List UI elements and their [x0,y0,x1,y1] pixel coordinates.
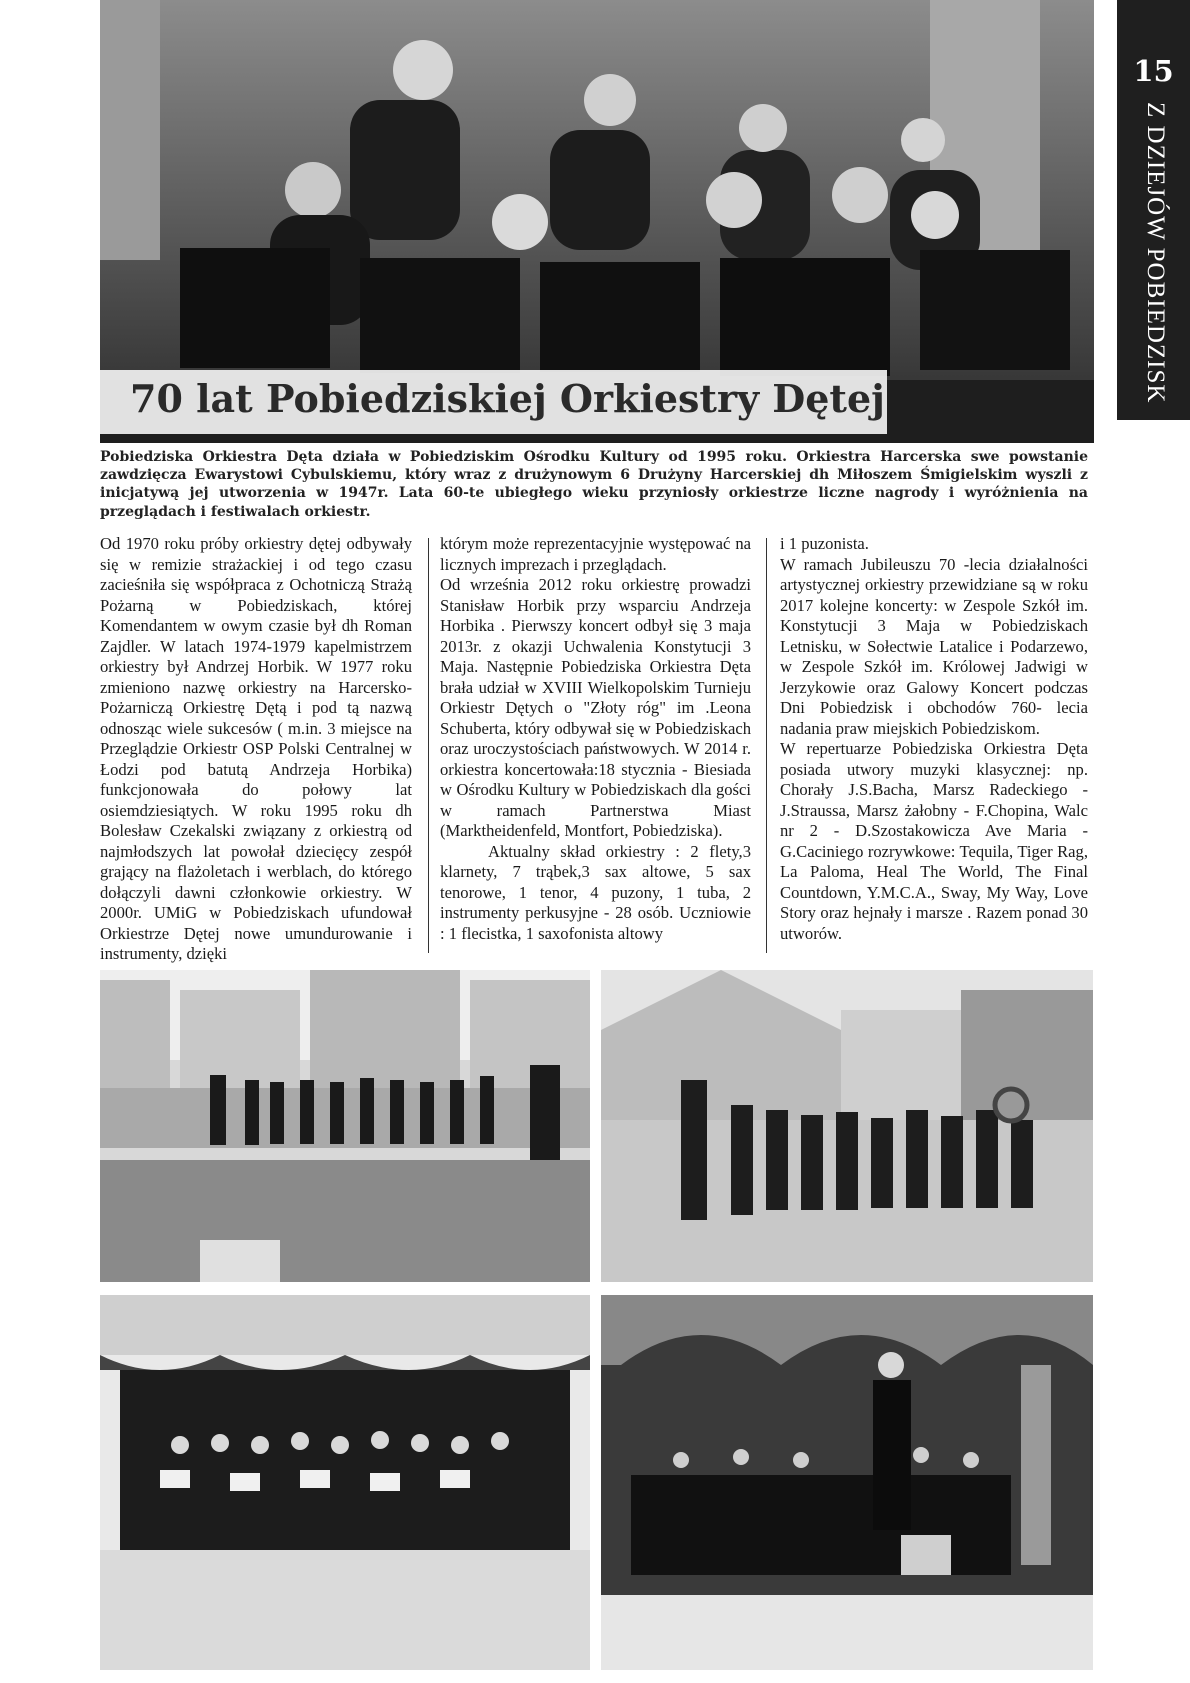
paragraph: i 1 puzonista. [780,534,869,553]
paragraph: W ramach Jubileuszu 70 -lecia działalności artystycznej orkiestry przewidziane są w roku 2017 kolejne koncerty: w Zespole Szkół im. Konstytucji 3 Maja w Pobiedziskach Letnisku, w Sołectwie Latalice i Podarzewo, w Zespole Szkół im. Królowej Jadwigi w Jerzykowie oraz Galowy Koncert podczas Dni Pobiedzisk i obchodów 760- lecia nadania praw miejskich Pobiedziskom. [780,554,1088,738]
page-number: 15 [1133,54,1174,88]
photo-concert-singer [601,1295,1093,1670]
paragraph: Od września 2012 roku orkiestrę prowadzi Stanisław Horbik przy wsparciu Andrzeja Horbika . Pierwszy koncert odbył się 3 maja 2013r. z okazji Uchwalenia Konstytucji 3 Maja. Następnie Pobiedziska Orkiestra Dęta brała udział w XVIII Wielkopolskim Turnieju Orkiestr Dętych o "Złoty róg" im .Leona Schuberta, który odbywał się w Pobiedziskach oraz uroczystościach państwowych. W 2014 r. orkiestra koncertowała:18 stycznia - Biesiada w Ośrodku Kultury w Pobiedziskach dla gości w ramach Partnerstwa Miast (Marktheidenfeld, Montfort, Pobiedziska). [440,575,751,840]
paragraph: Od 1970 roku próby orkiestry dętej odbywały się w remizie strażackiej i od tego czasu zacieśniła się współpraca z Ochotniczą Strażą Pożarną w Pobiedziskach, której Komendantem w owym czasie był dh Roman Zajdler. W latach 1974-1979 kapelmistrzem orkiestry był Andrzej Horbik. W 1977 roku zmieniono nazwę orkiestry na Harcersko-Pożarniczą Orkiestrę Dętą i pod tą nazwą odnosząc wiele sukcesów ( m.in. 3 miejsce na Przeglądzie Orkiestr OSP Polski Centralnej w Łodzi pod batutą Andrzeja Horbika) funkcjonowała do połowy lat osiemdziesiątych. W roku 1995 roku dh Bolesław Czekalski związany z orkiestrą od najmłodszych lat powołał dziecięcy zespół grający na flażoletach i werblach, do którego dołączyli dawni członkowie orkiestry. W 2000r. UMiG w Pobiedziskach ufundował Orkiestrze Dętej nowe umundurowanie i instrumenty, dzięki [100,534,412,963]
text-column-2 [440,534,751,944]
paragraph: którym może reprezentacyjnie występować na licznych imprezach i przeglądach. [440,534,751,574]
column-divider [766,538,767,953]
section-tab [1117,0,1190,420]
paragraph: Aktualny skład orkiestry : 2 flety,3 klarnety, 7 trąbek,3 sax altowe, 5 sax tenorowe, 1 tenor, 4 puzony, 1 tuba, 2 instrumenty perkusyjne - 28 osób. Uczniowie : 1 flecistka, 1 saxofonista altowy [440,841,751,943]
article-lead: Pobiedziska Orkiestra Dęta działa w Pobiedziskim Ośrodku Kultury od 1995 roku. Orkiestra Harcerska swe powstanie zawdzięcza Ewarystowi Cybulskiemu, który wraz z drużynowym 6 Drużyny Harcerskiej dh Miłoszem Śmigielskim wyszli z inicjatywą jej utworzenia w 1947r. Lata 60-te ubiegłego wieku przyniosły orkiestrze liczne nagrody i wyróżnienia na przeglądach i festiwalach orkiestr. [100,449,1088,520]
column-divider [428,538,429,953]
article-title-box [100,370,887,434]
photo-march-town-square [100,970,590,1282]
article-title: 70 lat Pobiedziskiej Orkiestry Dętej [130,376,885,421]
text-column-1 [100,534,412,965]
text-column-3 [780,534,1088,944]
photo-march-street [601,970,1093,1282]
paragraph: W repertuarze Pobiedziska Orkiestra Dęta posiada utwory muzyki klasycznej: np. Chorały J.S.Bacha, Marsz Radeckiego - J.Straussa, Marsz żałobny - F.Chopina, Walc nr 2 - D.Szostakowicza Ave Maria - G.Caciniego rozrywkowe: Tequila, Tiger Rag, La Paloma, Heal The World, The Final Countdown, Y.M.C.A., Sway, My Way, Love Story oraz hejnały i marsze . Razem ponad 30 utworów. [780,739,1088,943]
photo-orchestra-hall [100,1295,590,1670]
section-label: Z DZIEJÓW POBIEDZISK [1142,102,1169,404]
